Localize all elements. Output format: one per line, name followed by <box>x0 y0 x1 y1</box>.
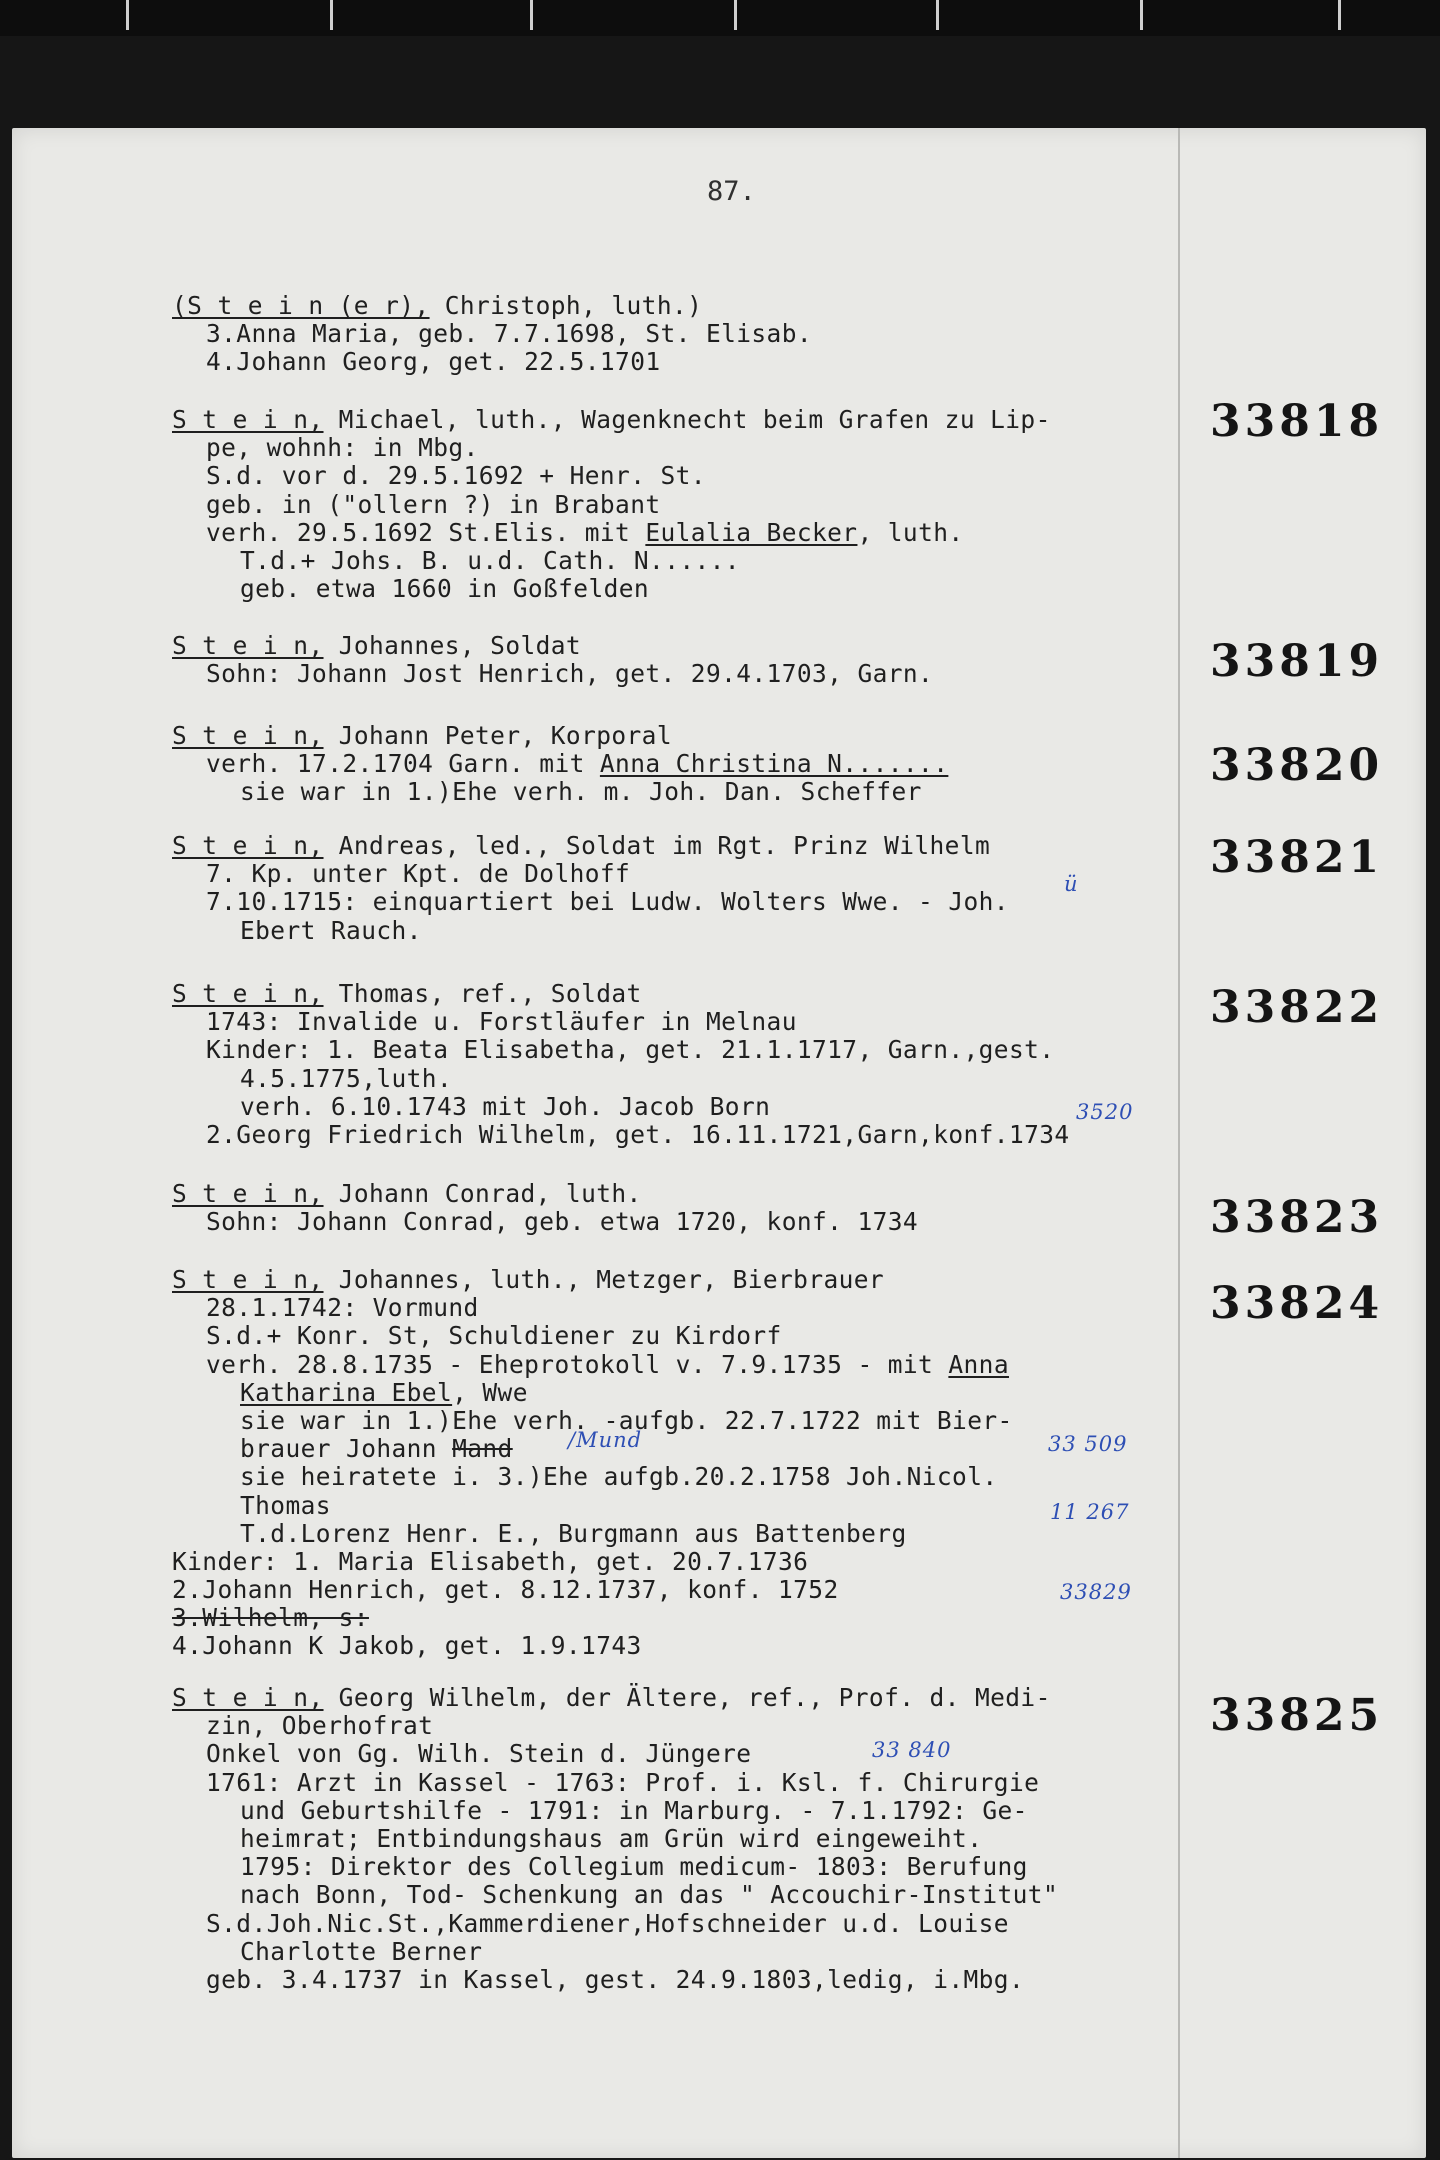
entry-line <box>172 1266 1192 1294</box>
line-text: 28.1.1742: Vormund <box>206 1293 479 1323</box>
handwritten-note: 3520 <box>1076 1100 1134 1124</box>
entry-stein-christoph <box>172 292 1192 377</box>
entry-number: 33824 <box>1210 1278 1384 1329</box>
entry-stein-johannes-metzger <box>172 1266 1192 1661</box>
entry-line <box>172 1379 1192 1407</box>
spouse-name: Eulalia Becker <box>645 517 858 547</box>
line-text: sie heiratete i. 3.)Ehe aufgb.20.2.1758 Joh.Nicol. <box>240 1462 998 1492</box>
line-text: 1761: Arzt in Kassel - 1763: Prof. i. Ksl. f. Chirurgie <box>206 1767 1040 1797</box>
entry-line <box>172 1180 1192 1208</box>
line-text: 3.Anna Maria, geb. 7.7.1698, St. Elisab. <box>206 319 813 349</box>
entry-line <box>172 980 1192 1008</box>
entry-line <box>172 1684 1192 1712</box>
entry-line <box>172 547 1192 575</box>
surname-heading: S t e i n, <box>172 405 324 434</box>
film-perforation <box>126 0 129 30</box>
film-perforation <box>1140 0 1143 30</box>
entry-line <box>172 1576 1192 1604</box>
entry-line <box>172 917 1192 945</box>
entry-line <box>172 1520 1192 1548</box>
line-text: Kinder: 1. Beata Elisabetha, get. 21.1.1717, Garn.,gest. <box>206 1035 1055 1065</box>
entry-line <box>172 1093 1192 1121</box>
entry-line <box>172 1604 1192 1632</box>
film-perforation <box>330 0 333 30</box>
line-text: 7.10.1715: einquartiert bei Ludw. Wolters Wwe. - Joh. <box>206 887 1009 917</box>
surname-heading: S t e i n, <box>172 1179 324 1208</box>
entry-line <box>172 1910 1192 1938</box>
line-text: heimrat; Entbindungshaus am Grün wird eingeweiht. <box>240 1823 983 1853</box>
entry-line <box>172 778 1192 806</box>
line-text: Johann Conrad, luth. <box>323 1179 642 1208</box>
line-text: 4.Johann Georg, get. 22.5.1701 <box>206 347 661 377</box>
struck-word: Mand <box>452 1434 513 1464</box>
line-text: geb. etwa 1660 in Goßfelden <box>240 574 650 604</box>
line-text: , luth. <box>857 517 964 547</box>
entry-line <box>172 1938 1192 1966</box>
entry-line <box>172 888 1192 916</box>
entry-line <box>172 1853 1192 1881</box>
entry-stein-thomas <box>172 980 1192 1149</box>
entry-number: 33820 <box>1210 740 1384 791</box>
handwritten-note: 33 840 <box>872 1738 952 1762</box>
line-text: Charlotte Berner <box>240 1936 483 1966</box>
film-perforation <box>936 0 939 30</box>
spouse-name: Anna <box>948 1349 1009 1379</box>
entry-number: 33825 <box>1210 1690 1384 1741</box>
handwritten-note: 33829 <box>1060 1580 1132 1604</box>
line-text: , Wwe <box>452 1377 528 1407</box>
entry-stein-johannes-soldat <box>172 632 1192 688</box>
line-text: geb. 3.4.1737 in Kassel, gest. 24.9.1803,ledig, i.Mbg. <box>206 1964 1025 1994</box>
line-text: Sohn: Johann Conrad, geb. etwa 1720, konf. 1734 <box>206 1207 919 1237</box>
entry-number: 33818 <box>1210 396 1384 447</box>
entry-number: 33823 <box>1210 1192 1384 1243</box>
line-text: sie war in 1.)Ehe verh. -aufgb. 22.7.1722 mit Bier- <box>240 1405 1013 1435</box>
line-text: Andreas, led., Soldat im Rgt. Prinz Wilhelm <box>323 831 991 860</box>
line-text: Johannes, Soldat <box>323 631 582 660</box>
entry-line <box>172 1712 1192 1740</box>
entry-line <box>172 1825 1192 1853</box>
entry-line <box>172 1435 1192 1463</box>
line-text: Georg Wilhelm, der Ältere, ref., Prof. d. Medi- <box>323 1683 1051 1712</box>
entry-number: 33822 <box>1210 982 1384 1033</box>
line-text: Johannes, luth., Metzger, Bierbrauer <box>323 1265 885 1294</box>
line-text: verh. 17.2.1704 Garn. mit <box>206 749 600 779</box>
line-text: 1795: Direktor des Collegium medicum- 1803: Berufung <box>240 1852 1028 1882</box>
line-text: 7. Kp. unter Kpt. de Dolhoff <box>206 859 631 889</box>
line-text: verh. 29.5.1692 St.Elis. mit <box>206 517 646 547</box>
line-text: verh. 28.8.1735 - Eheprotokoll v. 7.9.1735 - mit <box>206 1349 949 1379</box>
entry-line <box>172 750 1192 778</box>
surname-heading: S t e i n, <box>172 831 324 860</box>
line-text: verh. 6.10.1743 mit Joh. Jacob Born <box>240 1091 771 1121</box>
entry-line <box>172 348 1192 376</box>
line-text: brauer Johann <box>240 1434 453 1464</box>
entry-line <box>172 1294 1192 1322</box>
line-text: S.d. vor d. 29.5.1692 + Henr. St. <box>206 461 706 491</box>
entry-line <box>172 1036 1192 1064</box>
entry-stein-michael <box>172 406 1192 603</box>
entry-line <box>172 292 1192 320</box>
handwritten-note: 11 267 <box>1050 1500 1130 1524</box>
line-text: Thomas, ref., Soldat <box>323 979 642 1008</box>
line-text: 1743: Invalide u. Forstläufer in Melnau <box>206 1007 797 1037</box>
line-text: 2.Johann Henrich, get. 8.12.1737, konf. 1752 <box>172 1575 839 1605</box>
entry-line <box>172 1881 1192 1909</box>
surname-heading: S t e i n, <box>172 721 324 750</box>
line-text: Kinder: 1. Maria Elisabeth, get. 20.7.1736 <box>172 1546 809 1576</box>
entry-stein-georg-wilhelm <box>172 1684 1192 1994</box>
entry-line <box>172 632 1192 660</box>
line-text: geb. in ("ollern ?) in Brabant <box>206 489 661 519</box>
entry-line <box>172 519 1192 547</box>
entry-line <box>172 320 1192 348</box>
entry-line <box>172 491 1192 519</box>
line-text: Onkel von Gg. Wilh. Stein d. Jüngere <box>206 1739 752 1769</box>
struck-line: 3.Wilhelm, s: <box>172 1603 369 1633</box>
handwritten-note: ü <box>1064 872 1079 896</box>
entry-line <box>172 1769 1192 1797</box>
surname-heading: S t e i n, <box>172 1683 324 1712</box>
entry-line <box>172 462 1192 490</box>
entry-number: 33819 <box>1210 636 1384 687</box>
line-text: Johann Peter, Korporal <box>323 721 672 750</box>
entry-line <box>172 1463 1192 1491</box>
line-text: 2.Georg Friedrich Wilhelm, get. 16.11.1721,Garn,konf.1734 <box>206 1119 1070 1149</box>
entry-line <box>172 406 1192 434</box>
film-perforation <box>734 0 737 30</box>
entry-line <box>172 434 1192 462</box>
line-text: pe, wohnh: in Mbg. <box>206 433 479 463</box>
entry-line <box>172 660 1192 688</box>
index-card <box>12 128 1426 2158</box>
spouse-name: Anna Christina N....... <box>599 749 949 779</box>
entry-line <box>172 1407 1192 1435</box>
line-text: S.d.Joh.Nic.St.,Kammerdiener,Hofschneider u.d. Louise <box>206 1908 1009 1938</box>
line-text: T.d.+ Johs. B. u.d. Cath. N...... <box>240 545 740 575</box>
line-text: S.d.+ Konr. St, Schuldiener zu Kirdorf <box>206 1321 782 1351</box>
entry-line <box>172 1740 1192 1768</box>
line-text: 4.5.1775,luth. <box>240 1063 453 1093</box>
entry-stein-johann-conrad <box>172 1180 1192 1236</box>
surname-heading: S t e i n, <box>172 1265 324 1294</box>
line-text: nach Bonn, Tod- Schenkung an das " Accouchir-Institut" <box>240 1880 1059 1910</box>
entry-line <box>172 722 1192 750</box>
film-perforation <box>1338 0 1341 30</box>
line-text: Ebert Rauch. <box>240 915 422 945</box>
page-number: 87. <box>707 176 756 207</box>
film-perforation <box>530 0 533 30</box>
handwritten-note: 33 509 <box>1048 1432 1128 1456</box>
line-text: zin, Oberhofrat <box>206 1711 434 1741</box>
surname-heading: S t e i n, <box>172 979 324 1008</box>
entry-line <box>172 1121 1192 1149</box>
handwritten-note: /Mund <box>568 1428 643 1452</box>
entry-line <box>172 1351 1192 1379</box>
entry-line <box>172 1548 1192 1576</box>
line-text: sie war in 1.)Ehe verh. m. Joh. Dan. Scheffer <box>240 777 922 807</box>
surname-heading: (S t e i n (e r), <box>172 291 430 320</box>
entry-line <box>172 1632 1192 1660</box>
spouse-name: Katharina Ebel <box>240 1377 453 1407</box>
line-text: Michael, luth., Wagenknecht beim Grafen zu Lip- <box>323 405 1051 434</box>
entry-line <box>172 1208 1192 1236</box>
line-text: T.d.Lorenz Henr. E., Burgmann aus Battenberg <box>240 1518 907 1548</box>
film-strip <box>0 0 1440 36</box>
line-text: und Geburtshilfe - 1791: in Marburg. - 7.1.1792: Ge- <box>240 1795 1028 1825</box>
line-text: 4.Johann K Jakob, get. 1.9.1743 <box>172 1631 642 1661</box>
entry-stein-andreas <box>172 832 1192 945</box>
entry-line <box>172 1065 1192 1093</box>
entry-number: 33821 <box>1210 832 1384 883</box>
entry-line <box>172 575 1192 603</box>
entry-line <box>172 1322 1192 1350</box>
surname-heading: S t e i n, <box>172 631 324 660</box>
line-text: Thomas <box>240 1490 331 1520</box>
entry-line <box>172 1008 1192 1036</box>
entry-line <box>172 1797 1192 1825</box>
line-text: Sohn: Johann Jost Henrich, get. 29.4.1703, Garn. <box>206 659 934 689</box>
entry-line <box>172 1492 1192 1520</box>
entry-line <box>172 860 1192 888</box>
entry-line <box>172 1966 1192 1994</box>
entry-line <box>172 832 1192 860</box>
line-text: Christoph, luth.) <box>429 291 703 320</box>
entry-stein-johann-peter <box>172 722 1192 807</box>
